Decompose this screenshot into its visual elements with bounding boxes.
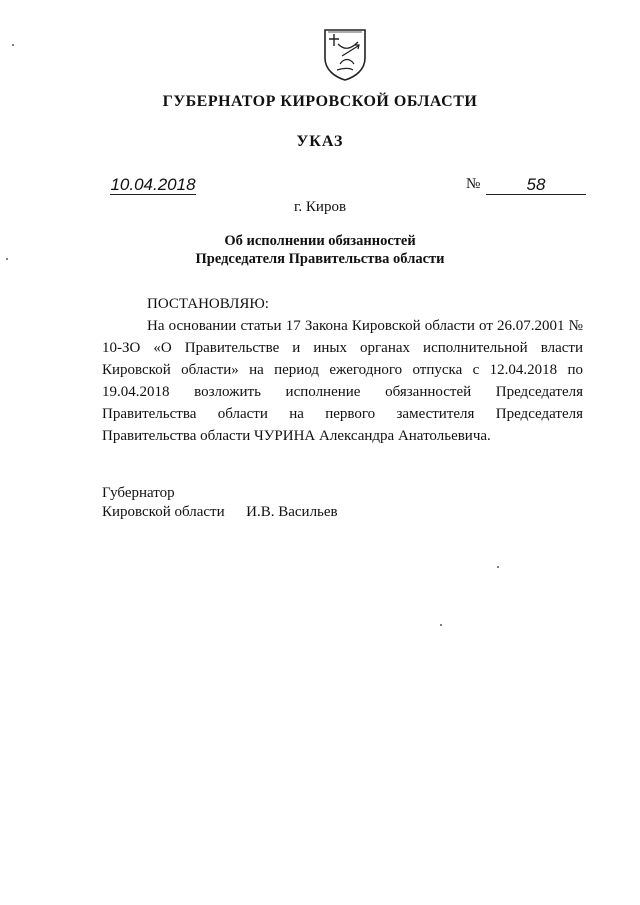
subject-line-2: Председателя Правительства области [195, 251, 445, 267]
document-type: УКАЗ [296, 133, 344, 150]
document-subject [0, 232, 640, 268]
scan-speck [12, 44, 14, 46]
scan-speck [440, 624, 442, 626]
subject-line-1: Об исполнении обязанностей [224, 233, 416, 249]
scan-speck [497, 566, 499, 568]
decree-paragraph: На основании статьи 17 Закона Кировской области от 26.07.2001 № 10-ЗО «О Правительстве и иных органах исполнительной власти Кировской области» на период ежегодного отпуска с 12.04.2018 по 19.04.2018 возложить исполнение обязанностей Председателя Правительства области на первого заместителя Председателя Правительства области ЧУРИНА Александра Анатольевича. [102, 318, 583, 444]
city: г. Киров [293, 199, 347, 215]
document-date: 10.04.2018 [110, 175, 196, 194]
issuer-title: ГУБЕРНАТОР КИРОВСКОЙ ОБЛАСТИ [162, 93, 478, 110]
document-number: 58 [486, 176, 586, 195]
decree-word: ПОСТАНОВЛЯЮ: [147, 296, 269, 312]
signatory-name: И.В. Васильев [246, 504, 338, 520]
scan-speck [6, 258, 8, 260]
coat-of-arms-emblem [322, 26, 368, 82]
shield-emblem-icon [322, 26, 368, 82]
signature-position-1: Губернатор [102, 485, 175, 501]
number-label: № [466, 176, 481, 192]
signature-block [102, 484, 338, 522]
signature-position-2-text: Кировской области [102, 504, 225, 520]
signature-position-2 [102, 503, 338, 522]
